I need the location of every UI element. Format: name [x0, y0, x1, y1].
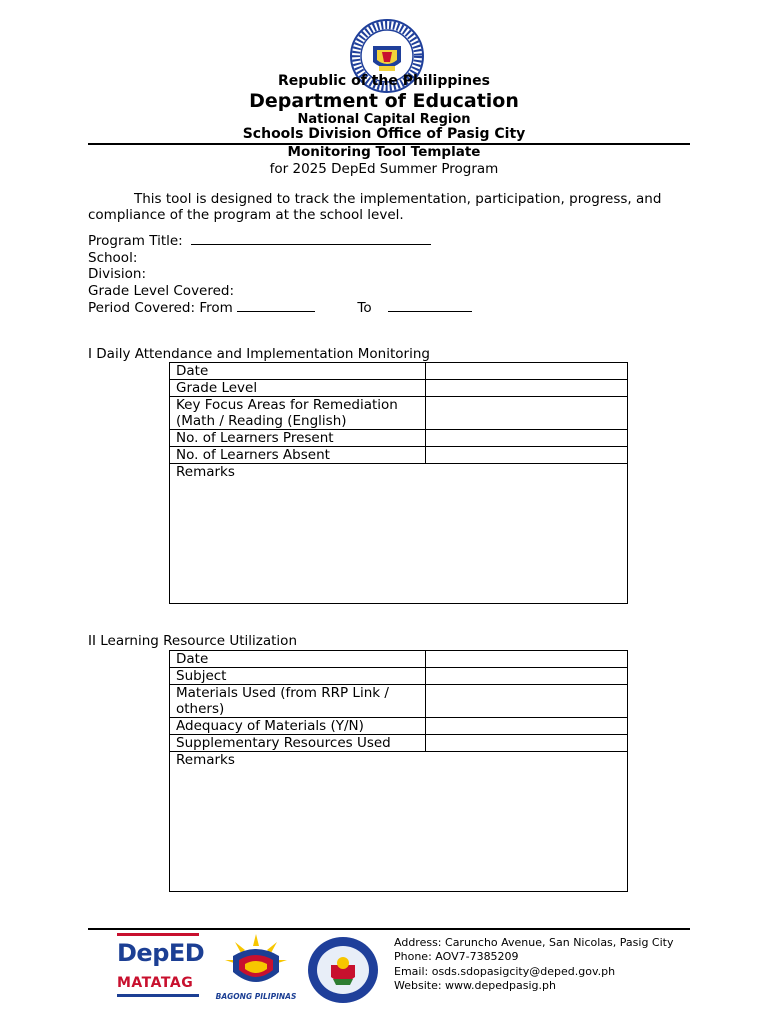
section2-title: II Learning Resource Utilization	[88, 633, 297, 649]
period-field: Period Covered: From To	[88, 300, 472, 316]
footer-email: Email: osds.sdopasigcity@deped.gov.ph	[394, 965, 616, 978]
table-row	[170, 752, 628, 892]
table-row	[170, 718, 628, 735]
row-value-cell[interactable]	[426, 397, 628, 430]
deped-matatag-logo: DepED MATATAG	[117, 935, 199, 1003]
program-title-line[interactable]	[191, 234, 431, 245]
row-value-cell[interactable]	[426, 735, 628, 752]
table-row	[170, 447, 628, 464]
period-from-line[interactable]	[237, 301, 315, 312]
row-value-cell[interactable]	[426, 718, 628, 735]
sdo-pasig-seal-icon	[306, 935, 380, 1005]
table-row	[170, 668, 628, 685]
department-title: Department of Education	[249, 90, 519, 112]
row-value-cell[interactable]	[426, 685, 628, 718]
table-row	[170, 464, 628, 604]
division-field: Division:	[88, 266, 147, 282]
bagong-pilipinas-text: BAGONG PILIPINAS	[215, 992, 297, 1001]
republic-text: Republic of the Philippines	[278, 73, 490, 89]
doc-subtitle: for 2025 DepEd Summer Program	[269, 161, 499, 177]
remarks-cell[interactable]: Remarks	[170, 752, 628, 892]
row-value-cell[interactable]	[426, 668, 628, 685]
grade-level-field: Grade Level Covered:	[88, 283, 235, 299]
footer-website[interactable]: Website: www.depedpasig.ph	[394, 979, 556, 992]
remarks-cell[interactable]: Remarks	[170, 464, 628, 604]
row-label: Key Focus Areas for Remediation (Math / Reading (English)	[170, 397, 426, 430]
division-office-text: Schools Division Office of Pasig City	[242, 126, 526, 142]
section1-table	[169, 362, 628, 604]
row-value-cell[interactable]	[426, 380, 628, 397]
row-label: Date	[170, 651, 426, 668]
row-value-cell[interactable]	[426, 651, 628, 668]
intro-paragraph: This tool is designed to track the implementation, participation, progress, and compliance of the program at the school level.	[88, 191, 662, 223]
row-label: No. of Learners Present	[170, 430, 426, 447]
row-label: Adequacy of Materials (Y/N)	[170, 718, 426, 735]
table-row	[170, 363, 628, 380]
row-value-cell[interactable]	[426, 430, 628, 447]
table-row	[170, 651, 628, 668]
row-label: Materials Used (from RRP Link / others)	[170, 685, 426, 718]
row-value-cell[interactable]	[426, 363, 628, 380]
row-label: Grade Level	[170, 380, 426, 397]
row-label: No. of Learners Absent	[170, 447, 426, 464]
row-label: Date	[170, 363, 426, 380]
section1-title: I Daily Attendance and Implementation Monitoring	[88, 346, 430, 362]
table-row	[170, 735, 628, 752]
bagong-pilipinas-logo-icon	[215, 932, 297, 1004]
row-value-cell[interactable]	[426, 447, 628, 464]
section2-table	[169, 650, 628, 892]
table-row	[170, 397, 628, 430]
table-row	[170, 430, 628, 447]
school-field: School:	[88, 250, 138, 266]
row-label: Supplementary Resources Used	[170, 735, 426, 752]
doc-title: Monitoring Tool Template	[287, 144, 481, 160]
period-to-line[interactable]	[388, 301, 472, 312]
table-row	[170, 380, 628, 397]
footer-divider	[88, 928, 690, 930]
row-label: Subject	[170, 668, 426, 685]
footer-phone: Phone: AOV7-7385209	[394, 950, 519, 963]
region-text: National Capital Region	[297, 112, 471, 127]
program-title-field: Program Title:	[88, 233, 431, 249]
footer-address: Address: Caruncho Avenue, San Nicolas, Pasig City	[394, 936, 674, 949]
table-row	[170, 685, 628, 718]
